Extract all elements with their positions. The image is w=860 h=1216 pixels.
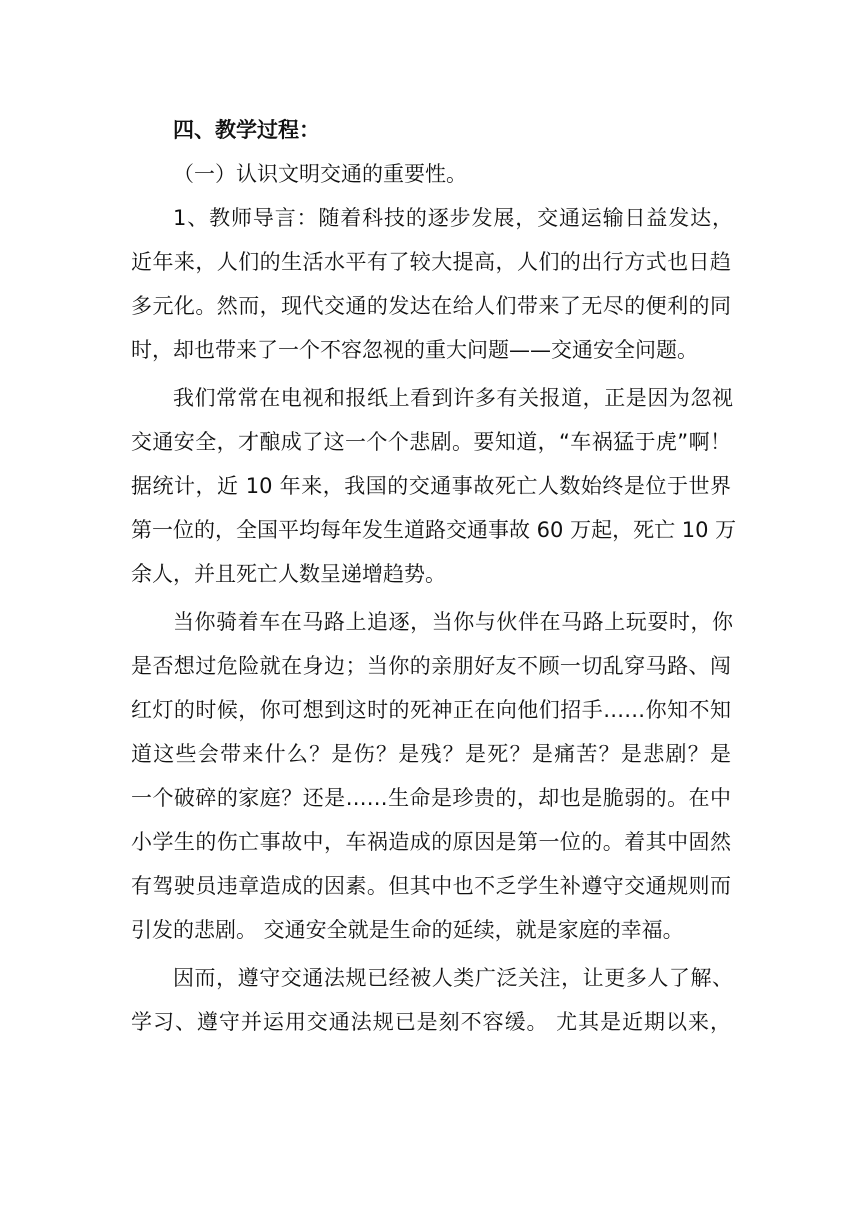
paragraph-3-line-2: 是否想过危险就在身边；当你的亲朋好友不顾一切乱穿马路、闯: [131, 654, 731, 678]
paragraph-3-line-8: 引发的悲剧。 交通安全就是生命的延续，就是家庭的幸福。: [131, 918, 684, 942]
paragraph-1-line-3: 多元化。然而，现代交通的发达在给人们带来了无尽的便利的同: [131, 294, 731, 318]
paragraph-3-line-7: 有驾驶员违章造成的因素。但其中也不乏学生补遵守交通规则而: [131, 874, 731, 898]
paragraph-2-line-5: 余人，并且死亡人数呈递增趋势。: [131, 562, 446, 586]
paragraph-4-line-2: 学习、遵守并运用交通法规已是刻不容缓。 尤其是近期以来，: [131, 1010, 731, 1034]
paragraph-1-line-4: 时，却也带来了一个不容忽视的重大问题——交通安全问题。: [131, 338, 698, 362]
paragraph-1-line-2: 近年来，人们的生活水平有了较大提高，人们的出行方式也日趋: [131, 250, 731, 274]
paragraph-3-line-1: 当你骑着车在马路上追逐，当你与伙伴在马路上玩耍时，你: [173, 610, 733, 634]
paragraph-2-line-1: 我们常常在电视和报纸上看到许多有关报道，正是因为忽视: [173, 386, 733, 410]
paragraph-3-line-6: 小学生的伤亡事故中，车祸造成的原因是第一位的。着其中固然: [131, 830, 731, 854]
section-heading: 四、教学过程：: [173, 118, 320, 142]
paragraph-2-line-2: 交通安全，才酿成了这一个个悲剧。要知道，“车祸猛于虎”啊！: [131, 430, 731, 454]
subsection-heading: （一）认识文明交通的重要性。: [173, 162, 467, 186]
paragraph-1-line-1: 1、教师导言：随着科技的逐步发展，交通运输日益发达，: [173, 206, 733, 230]
paragraph-2-line-4: 第一位的，全国平均每年发生道路交通事故 60 万起，死亡 10 万: [131, 518, 737, 542]
paragraph-4-line-1: 因而，遵守交通法规已经被人类广泛关注，让更多人了解、: [173, 966, 733, 990]
paragraph-3-line-3: 红灯的时候，你可想到这时的死神正在向他们招手……你知不知: [131, 698, 731, 722]
paragraph-3-line-5: 一个破碎的家庭？还是……生命是珍贵的，却也是脆弱的。在中: [131, 786, 731, 810]
paragraph-2-line-3: 据统计，近 10 年来，我国的交通事故死亡人数始终是位于世界: [131, 474, 731, 498]
paragraph-3-line-4: 道这些会带来什么？是伤？是残？是死？是痛苦？是悲剧？是: [131, 742, 731, 766]
